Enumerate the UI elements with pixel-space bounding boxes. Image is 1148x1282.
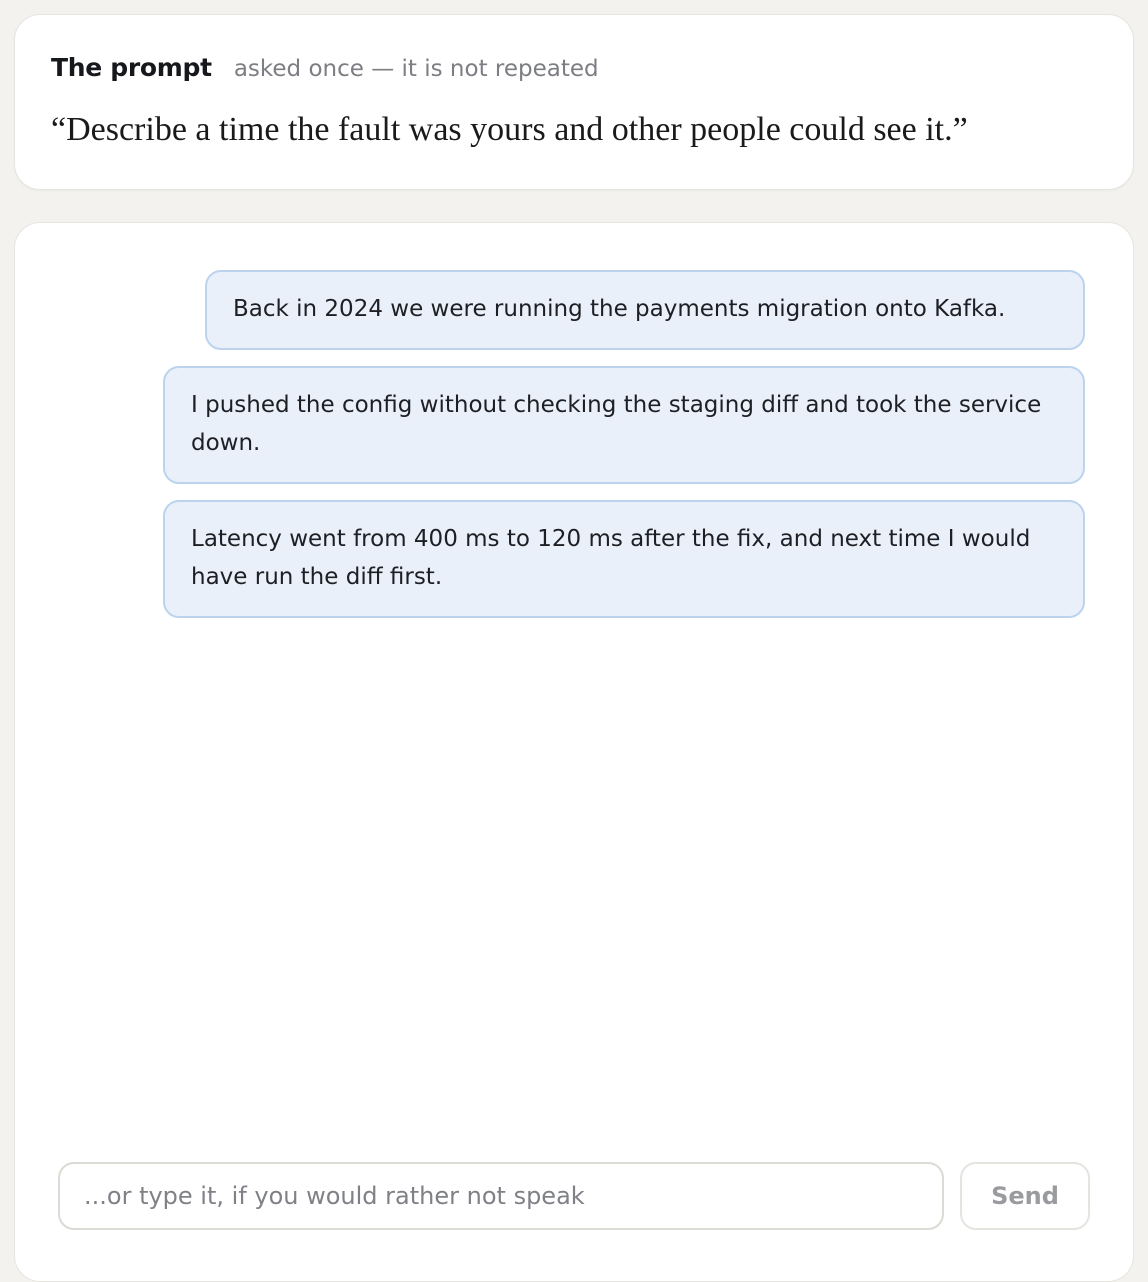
send-button[interactable]: Send [960, 1162, 1090, 1230]
prompt-question: “Describe a time the fault was yours and other people could see it.” [51, 111, 968, 148]
prompt-card [14, 14, 1134, 190]
prompt-title: The prompt [51, 53, 212, 82]
prompt-note: asked once — it is not repeated [233, 56, 599, 82]
message-input[interactable] [58, 1162, 944, 1230]
prompt-header [51, 53, 599, 82]
message-bubble: Back in 2024 we were running the payments migration onto Kafka. [205, 270, 1085, 350]
message-bubble: Latency went from 400 ms to 120 ms after the fix, and next time I would have run the diff first. [163, 500, 1085, 618]
message-bubble: I pushed the config without checking the staging diff and took the service down. [163, 366, 1085, 484]
chat-panel [14, 222, 1134, 1282]
